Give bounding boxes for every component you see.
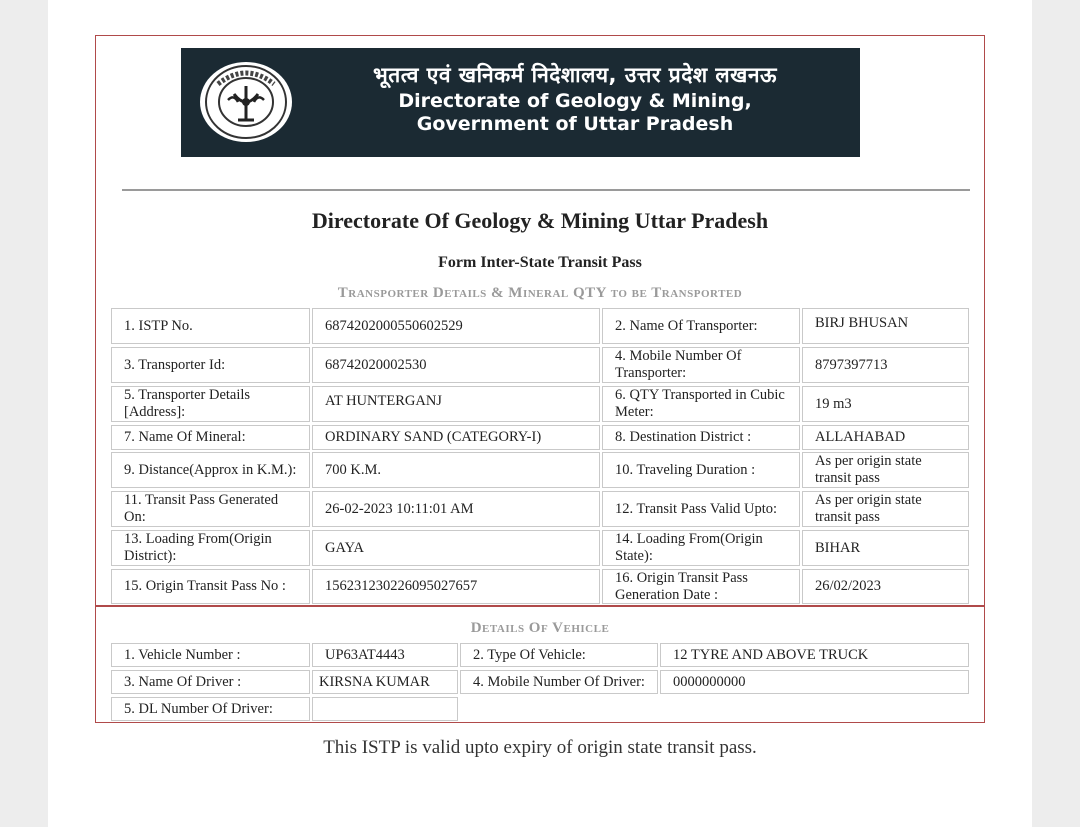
banner-english-line1: Directorate of Geology & Mining,	[398, 90, 752, 112]
field-value: As per origin state transit pass	[802, 491, 969, 527]
field-value: 26-02-2023 10:11:01 AM	[312, 491, 600, 527]
field-value: ALLAHABAD	[802, 425, 969, 450]
field-label: 9. Distance(Approx in K.M.):	[111, 452, 310, 488]
field-label: 12. Transit Pass Valid Upto:	[602, 491, 800, 527]
vehicle-field-label: 4. Mobile Number Of Driver:	[460, 670, 658, 694]
vehicle-field-value	[312, 697, 458, 721]
field-label: 15. Origin Transit Pass No :	[111, 569, 310, 604]
field-label: 1. ISTP No.	[111, 308, 310, 344]
vehicle-field-value: 0000000000	[660, 670, 969, 694]
field-value: BIRJ BHUSAN	[802, 308, 969, 344]
banner-text-block	[305, 60, 845, 136]
vehicle-field-value: KIRSNA KUMAR	[312, 670, 458, 694]
vehicle-section-title: Details Of Vehicle	[470, 620, 610, 636]
field-label: 2. Name Of Transporter:	[602, 308, 800, 344]
field-label: 16. Origin Transit Pass Generation Date :	[602, 569, 800, 604]
transporter-section-title: Transporter Details & Mineral QTY to be Transported	[337, 285, 743, 301]
field-label: 8. Destination District :	[602, 425, 800, 450]
vehicle-field-label: 3. Name Of Driver :	[111, 670, 310, 694]
vehicle-field-value: 12 TYRE AND ABOVE TRUCK	[660, 643, 969, 667]
field-value: 19 m3	[802, 386, 969, 422]
vehicle-field-label: 1. Vehicle Number :	[111, 643, 310, 667]
field-value: As per origin state transit pass	[802, 452, 969, 488]
section-divider	[95, 605, 985, 607]
field-value: 6874202000550602529	[312, 308, 600, 344]
up-government-emblem-icon	[200, 62, 292, 142]
field-label: 7. Name Of Mineral:	[111, 425, 310, 450]
field-value: 700 K.M.	[312, 452, 600, 488]
field-label: 6. QTY Transported in Cubic Meter:	[602, 386, 800, 422]
form-title: Form Inter-State Transit Pass	[438, 254, 642, 271]
horizontal-rule	[122, 189, 970, 191]
field-value: 68742020002530	[312, 347, 600, 383]
field-label: 5. Transporter Details [Address]:	[111, 386, 310, 422]
banner-english-line2: Government of Uttar Pradesh	[416, 113, 734, 135]
field-label: 10. Traveling Duration :	[602, 452, 800, 488]
field-value: 8797397713	[802, 347, 969, 383]
field-label: 13. Loading From(Origin District):	[111, 530, 310, 566]
field-value: BIHAR	[802, 530, 969, 566]
field-value: 15623123022609502765​7	[312, 569, 600, 604]
vehicle-field-label: 2. Type Of Vehicle:	[460, 643, 658, 667]
banner-hindi-title: भूतत्व एवं खनिकर्म निदेशालय, उत्तर प्रदेश लखनऊ	[373, 63, 777, 87]
field-label: 11. Transit Pass Generated On:	[111, 491, 310, 527]
validity-note: This ISTP is valid upto expiry of origin state transit pass.	[323, 737, 757, 758]
vehicle-field-value: UP63AT4443	[312, 643, 458, 667]
field-label: 14. Loading From(Origin State):	[602, 530, 800, 566]
page-title: Directorate Of Geology & Mining Uttar Pradesh	[311, 208, 769, 233]
field-value: AT HUNTERGANJ	[312, 386, 600, 422]
field-label: 3. Transporter Id:	[111, 347, 310, 383]
field-value: GAYA	[312, 530, 600, 566]
field-value: 26/02/2023	[802, 569, 969, 604]
field-label: 4. Mobile Number Of Transporter:	[602, 347, 800, 383]
vehicle-field-label: 5. DL Number Of Driver:	[111, 697, 310, 721]
field-value: ORDINARY SAND (CATEGORY-I)	[312, 425, 600, 450]
